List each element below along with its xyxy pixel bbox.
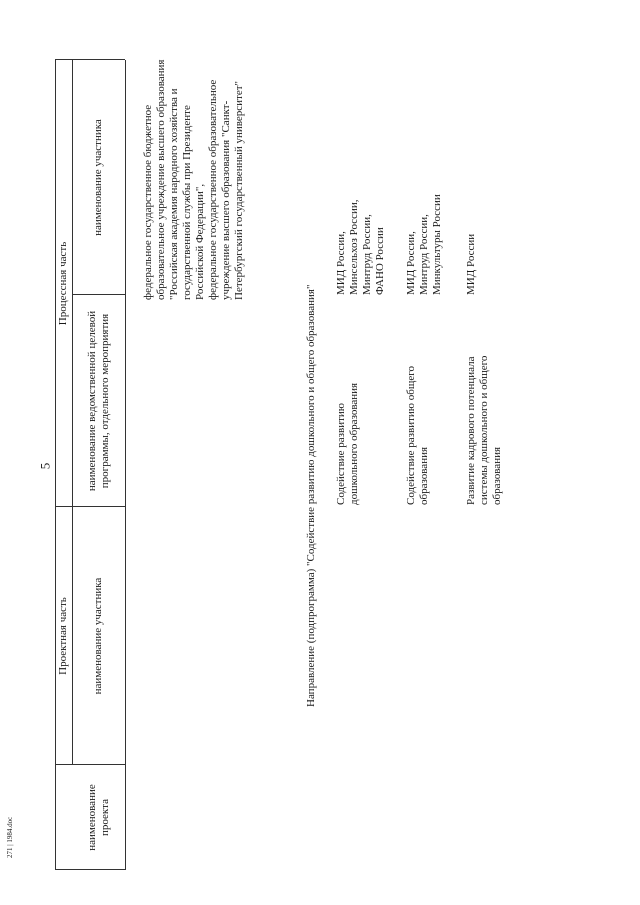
participants-item: МИД России, Минсельхоз России, Минтруд России, ФАНО России (335, 199, 386, 295)
section-title: Направление (подпрограмма) "Содействие развитию дошкольного и общего образования" (305, 284, 317, 707)
process-part-heading: Процессная часть (57, 241, 69, 326)
first-participants-text: федеральное государственное бюджетное образовательное учреждение высшего образования "Российская академия народного хозяйства и государственной службы при Президенте Российской Федерации", федеральное государственное образовательное учреждение высшего образования "Санкт-Петербургский государственный университет" (142, 59, 245, 300)
header-program-name: наименование ведомственной целевой программы, отдельного мероприятия (85, 310, 111, 492)
header-bottom-border (125, 60, 126, 870)
participants-item: МИД России, Минтруд России, Минкультуры России (405, 194, 443, 295)
program-item: Содействие развитию дошкольного образования (335, 382, 360, 505)
participants-item: МИД России (465, 233, 477, 295)
program-item: Развитие кадрового потенциала системы дошкольного и общего образования (465, 355, 503, 505)
page-number: 5 (37, 462, 53, 470)
project-part-heading: Проектная часть (57, 597, 69, 675)
header-project-name: наименование проекта (85, 784, 111, 851)
header-participant-project: наименование участника (92, 577, 104, 695)
file-identifier: 271 | 1984.doc (6, 816, 14, 858)
program-item: Содействие развитию общего образования (405, 366, 430, 505)
header-participant-process: наименование участника (92, 119, 104, 236)
